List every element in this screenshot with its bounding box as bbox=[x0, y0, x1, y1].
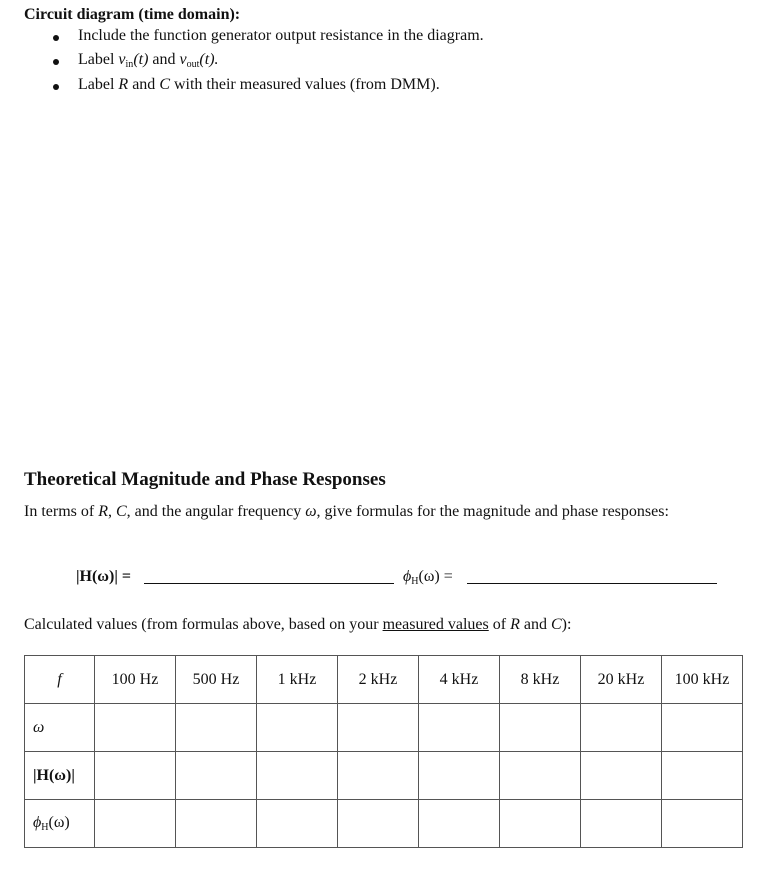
table-cell[interactable] bbox=[257, 800, 338, 848]
freq-4khz: 4 kHz bbox=[419, 656, 500, 704]
r-symbol: R bbox=[510, 616, 520, 633]
omega-row bbox=[25, 704, 743, 752]
h-subscript: H bbox=[41, 822, 49, 833]
bullet-text: Label bbox=[78, 51, 119, 68]
phase-label bbox=[403, 566, 453, 592]
intro-text: In terms of bbox=[24, 503, 99, 520]
table-cell[interactable] bbox=[662, 752, 743, 800]
table-cell[interactable] bbox=[95, 752, 176, 800]
table-cell[interactable] bbox=[338, 800, 419, 848]
calculated-values-text bbox=[24, 614, 571, 635]
in-subscript: in bbox=[125, 59, 134, 70]
bullet-text: and bbox=[128, 76, 160, 93]
omega-symbol: ω bbox=[33, 718, 45, 736]
table-cell[interactable] bbox=[176, 704, 257, 752]
freq-20khz: 20 kHz bbox=[581, 656, 662, 704]
v-symbol: v bbox=[118, 51, 126, 68]
table-cell[interactable] bbox=[500, 800, 581, 848]
phase-header bbox=[25, 800, 95, 848]
calc-text: Calculated values (from formulas above, based on your bbox=[24, 616, 383, 633]
magnitude-header: |H(ω)| bbox=[25, 752, 95, 800]
table-cell[interactable] bbox=[419, 800, 500, 848]
bullet-dot bbox=[53, 59, 59, 65]
table-cell[interactable] bbox=[257, 704, 338, 752]
c-symbol: C bbox=[159, 76, 170, 93]
out-subscript: out bbox=[186, 59, 200, 70]
phi-symbol: ϕ bbox=[33, 814, 42, 831]
table-cell[interactable] bbox=[338, 704, 419, 752]
calculated-values-table bbox=[24, 655, 743, 848]
bullet-dot bbox=[53, 35, 59, 41]
table-cell[interactable] bbox=[257, 752, 338, 800]
phase-row bbox=[25, 800, 743, 848]
bullet-dot bbox=[53, 84, 59, 90]
frequency-row bbox=[25, 656, 743, 704]
table-cell[interactable] bbox=[176, 752, 257, 800]
table-cell[interactable] bbox=[662, 800, 743, 848]
table-cell[interactable] bbox=[581, 800, 662, 848]
calc-text: and bbox=[519, 616, 551, 633]
phase-rest: (ω) bbox=[48, 814, 70, 831]
table-cell[interactable] bbox=[95, 704, 176, 752]
magnitude-label: |H(ω)| = bbox=[76, 568, 131, 585]
phase-answer-blank[interactable] bbox=[467, 583, 717, 584]
t-arg: (t). bbox=[199, 51, 219, 68]
and-text: and bbox=[148, 51, 180, 68]
bullet-text: with their measured values (from DMM). bbox=[169, 76, 440, 93]
table-cell[interactable] bbox=[581, 704, 662, 752]
intro-text: , and the angular frequency bbox=[126, 503, 306, 520]
omega-symbol: ω bbox=[305, 503, 317, 520]
phase-rest: (ω) = bbox=[418, 568, 453, 585]
table-cell[interactable] bbox=[95, 800, 176, 848]
table-cell[interactable] bbox=[419, 752, 500, 800]
c-symbol: C bbox=[115, 503, 127, 520]
freq-8khz: 8 kHz bbox=[500, 656, 581, 704]
v-symbol: v bbox=[179, 51, 187, 68]
bullet-label-rc bbox=[78, 76, 440, 94]
t-arg: (t) bbox=[133, 51, 149, 68]
table-cell[interactable] bbox=[338, 752, 419, 800]
table-cell[interactable] bbox=[419, 704, 500, 752]
h-subscript: H bbox=[411, 576, 419, 587]
phi-symbol: ϕ bbox=[403, 568, 412, 585]
intro-text: , give formulas for the magnitude and phase responses: bbox=[316, 503, 669, 520]
f-header bbox=[25, 656, 95, 704]
omega-header bbox=[25, 704, 95, 752]
freq-100hz: 100 Hz bbox=[95, 656, 176, 704]
bullet-include-generator: Include the function generator output resistance in the diagram. bbox=[78, 27, 484, 44]
theory-heading: Theoretical Magnitude and Phase Responses bbox=[24, 469, 386, 490]
circuit-heading: Circuit diagram (time domain): bbox=[24, 6, 241, 23]
table-cell[interactable] bbox=[662, 704, 743, 752]
freq-1khz: 1 kHz bbox=[257, 656, 338, 704]
theory-intro bbox=[24, 501, 714, 522]
r-symbol: R bbox=[98, 503, 108, 520]
freq-500hz: 500 Hz bbox=[176, 656, 257, 704]
c-symbol: C bbox=[550, 616, 562, 633]
magnitude-row bbox=[25, 752, 743, 800]
freq-100khz: 100 kHz bbox=[662, 656, 743, 704]
calc-text: ): bbox=[561, 616, 572, 633]
table-cell[interactable] bbox=[176, 800, 257, 848]
measured-values-underline: measured values bbox=[382, 616, 489, 633]
intro-text: , bbox=[107, 503, 116, 520]
table-cell[interactable] bbox=[500, 704, 581, 752]
r-symbol: R bbox=[118, 76, 129, 93]
freq-2khz: 2 kHz bbox=[338, 656, 419, 704]
magnitude-answer-blank[interactable] bbox=[144, 583, 394, 584]
bullet-label-voltages bbox=[78, 51, 219, 70]
table-cell[interactable] bbox=[581, 752, 662, 800]
f-symbol: f bbox=[57, 670, 62, 688]
calc-text: of bbox=[488, 616, 511, 633]
bullet-text: Label bbox=[78, 76, 119, 93]
table-cell[interactable] bbox=[500, 752, 581, 800]
